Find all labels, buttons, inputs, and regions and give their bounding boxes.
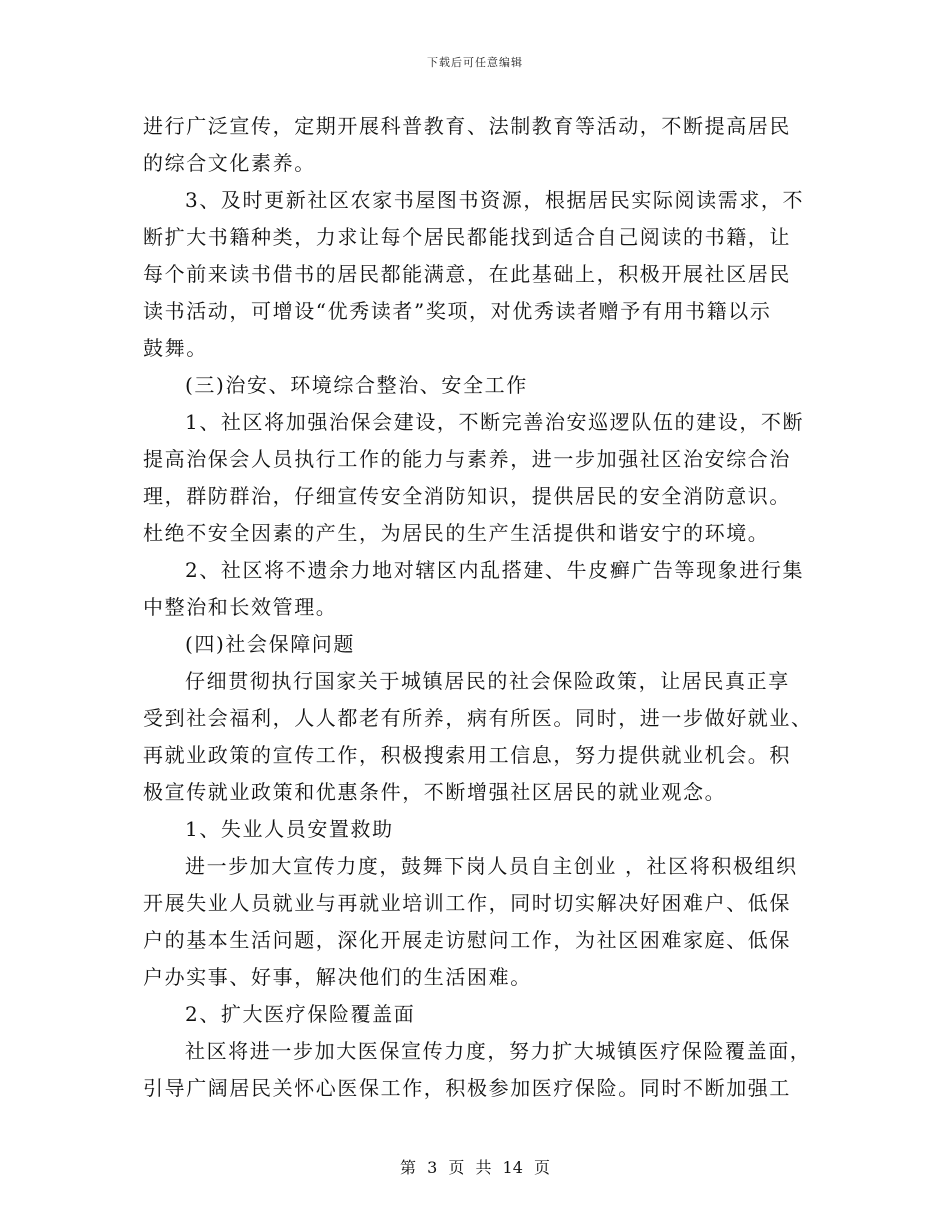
text-line: 开展失业人员就业与再就业培训工作，同时切实解决好困难户、低保 <box>143 891 791 915</box>
text-line: 提高治保会人员执行工作的能力与素养，进一步加强社区治安综合治 <box>143 447 791 471</box>
body-text <box>143 108 813 1107</box>
text-line: 社区将进一步加大医保宣传力度，努力扩大城镇医疗保险覆盖面， <box>185 1039 812 1063</box>
text-line: 3、及时更新社区农家书屋图书资源，根据居民实际阅读需求，不 <box>185 188 805 212</box>
text-line: 仔细贯彻执行国家关于城镇居民的社会保险政策，让居民真正享 <box>185 669 790 693</box>
text-line: 2、社区将不遗余力地对辖区内乱搭建、牛皮癣广告等现象进行集 <box>185 558 805 582</box>
text-line: 进一步加大宣传力度，鼓舞下岗人员自主创业 ，社区将积极组织 <box>185 854 798 878</box>
text-line: 极宣传就业政策和优惠条件，不断增强社区居民的就业观念。 <box>143 780 727 804</box>
text-line: 理，群防群治，仔细宣传安全消防知识，提供居民的安全消防意识。 <box>143 484 791 508</box>
text-line: 断扩大书籍种类，力求让每个居民都能找到适合自己阅读的书籍，让 <box>143 225 791 249</box>
page-footer: 第 3 页 共 14 页 <box>400 1158 550 1177</box>
text-line: (三)治安、环境综合整治、安全工作 <box>185 373 528 397</box>
text-line: 读书活动，可增设“优秀读者”奖项，对优秀读者赠予有用书籍以示 <box>143 299 772 323</box>
text-line: 户办实事、好事，解决他们的生活困难。 <box>143 965 532 989</box>
text-line: 中整治和长效管理。 <box>143 595 338 619</box>
text-line: 2、扩大医疗保险覆盖面 <box>185 1002 416 1026</box>
text-line: 户的基本生活问题，深化开展走访慰问工作，为社区困难家庭、低保 <box>143 928 791 952</box>
text-line: 每个前来读书借书的居民都能满意，在此基础上，积极开展社区居民 <box>143 262 791 286</box>
text-line: 引导广阔居民关怀心医保工作，积极参加医疗保险。同时不断加强工 <box>143 1076 791 1100</box>
text-line: 进行广泛宣传，定期开展科普教育、法制教育等活动，不断提高居民 <box>143 114 791 138</box>
text-line: 再就业政策的宣传工作，积极搜索用工信息，努力提供就业机会。积 <box>143 743 791 767</box>
page-header: 下载后可任意编辑 <box>427 56 523 69</box>
text-line: 1、社区将加强治保会建设，不断完善治安巡逻队伍的建设，不断 <box>185 410 805 434</box>
text-line: 1、失业人员安置救助 <box>185 817 394 841</box>
text-line: 的综合文化素养。 <box>143 151 316 175</box>
text-line: 受到社会福利，人人都老有所养，病有所医。同时，进一步做好就业、 <box>143 706 813 730</box>
text-line: 杜绝不安全因素的产生，为居民的生产生活提供和谐安宁的环境。 <box>143 521 770 545</box>
text-line: 鼓舞。 <box>143 336 208 360</box>
text-line: (四)社会保障问题 <box>185 632 356 656</box>
